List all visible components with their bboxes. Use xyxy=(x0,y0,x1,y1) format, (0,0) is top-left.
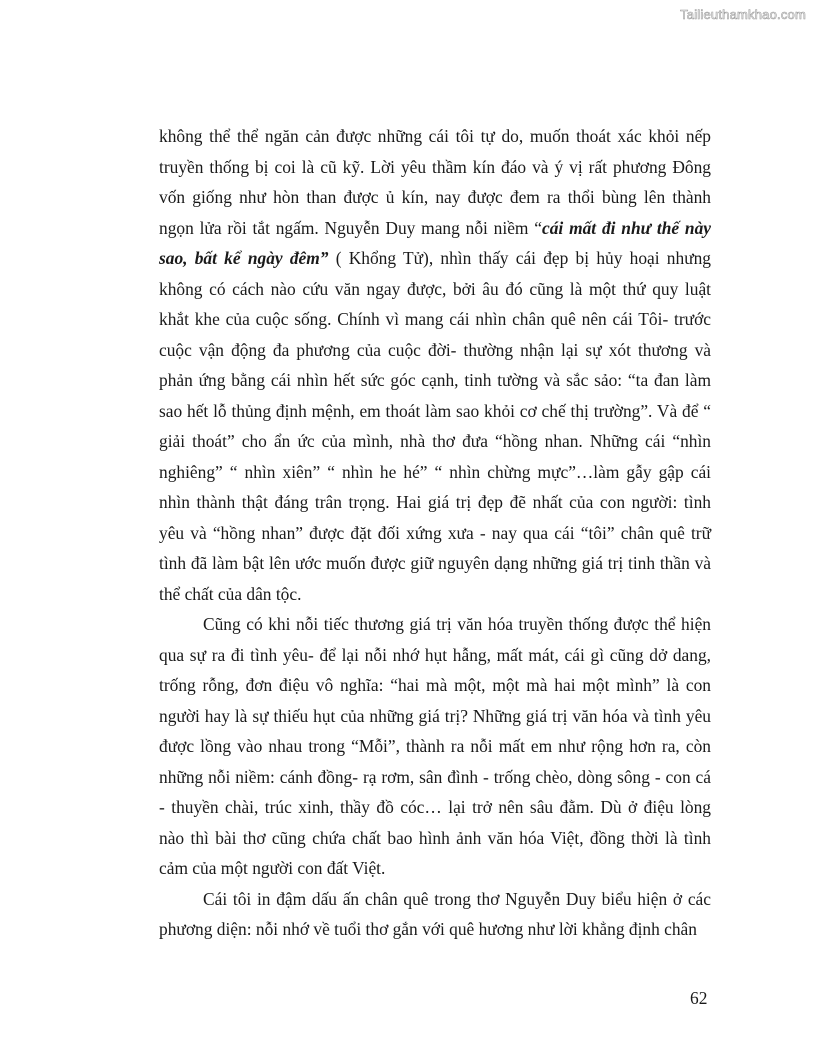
text-run: phương diện: nỗi nhớ về tuổi thơ gắn với quê hương như lời khẳng định chân xyxy=(159,919,697,939)
text-line xyxy=(159,152,711,183)
text-run: vốn giống như hòn than được ủ kín, nay được đem ra thổi bùng lên thành xyxy=(159,187,711,207)
text-run: trống rỗng, đơn điệu vô nghĩa: “hai mà một, một mà hai một mình” là con xyxy=(159,675,711,695)
page-number: 62 xyxy=(690,988,708,1008)
text-run: cảm của một người con đất Việt. xyxy=(159,858,386,878)
text-line xyxy=(159,487,711,518)
text-run: không thể thể ngăn cản được những cái tôi tự do, muốn thoát xác khỏi nếp xyxy=(159,126,711,146)
text-run: nghiêng” “ nhìn xiên” “ nhìn he hé” “ nhìn chừng mực”…làm gẫy gập cái xyxy=(159,461,711,482)
text-line xyxy=(159,182,711,213)
text-run: khắt khe của cuộc sống. Chính vì mang cái nhìn chân quê nên cái Tôi- trước xyxy=(159,309,711,329)
text-line xyxy=(159,914,711,945)
text-line xyxy=(159,823,711,854)
quote-emphasis: cái mất đi như thế này xyxy=(542,217,711,238)
text-run: thể chất của dân tộc. xyxy=(159,583,302,604)
text-line xyxy=(159,213,711,244)
text-run: yêu và “hồng nhan” được đặt đối xứng xưa - nay qua cái “tôi” chân quê trữ xyxy=(159,522,711,543)
text-line xyxy=(159,457,711,488)
text-run: ( Khổng Tử), nhìn thấy cái đẹp bị hủy hoại nhưng xyxy=(328,248,712,268)
text-run: Cũng có khi nỗi tiếc thương giá trị văn hóa truyền thống được thể hiện xyxy=(203,614,711,634)
text-run: truyền thống bị coi là cũ kỹ. Lời yêu thầm kín đáo và ý vị rất phương Đông xyxy=(159,156,711,177)
text-line xyxy=(159,243,711,274)
quote-emphasis: sao, bất kể ngày đêm” xyxy=(159,248,329,268)
text-line xyxy=(159,579,711,610)
text-line xyxy=(159,396,711,427)
text-line xyxy=(159,426,711,457)
text-line xyxy=(159,121,711,152)
text-run: phản ứng bằng cái nhìn hết sức góc cạnh, tinh tường và sắc sảo: “ta đan làm xyxy=(159,370,711,390)
text-run: nào thì bài thơ cũng chứa chất bao hình ảnh văn hóa Việt, đồng thời là tình xyxy=(159,827,711,848)
text-line xyxy=(159,670,711,701)
text-line xyxy=(159,884,711,915)
text-line xyxy=(159,762,711,793)
text-line xyxy=(159,640,711,671)
text-line xyxy=(159,365,711,396)
text-line xyxy=(159,304,711,335)
text-run: những nỗi niềm: cánh đồng- rạ rơm, sân đình - trống chèo, dòng sông - con cá xyxy=(159,766,711,787)
text-run: ngọn lửa rồi tắt ngấm. Nguyễn Duy mang nỗi niềm “ xyxy=(159,217,542,238)
text-run: cuộc vận động đa phương của cuộc đời- thường nhận lại sự xót thương và xyxy=(159,339,711,360)
text-line xyxy=(159,274,711,305)
text-run: qua sự ra đi tình yêu- để lại nỗi nhớ hụt hẫng, mất mát, cái gì cũng dở dang, xyxy=(159,644,711,665)
text-run: - thuyền chài, trúc xinh, thầy đồ cóc… lại trở nên sâu đằm. Dù ở điệu lòng xyxy=(159,797,711,817)
text-line xyxy=(159,792,711,823)
text-run: được lồng vào nhau trong “Mỗi”, thành ra nỗi mất em như rộng hơn ra, còn xyxy=(159,736,711,756)
text-run: không có cách nào cứu văn ngay được, bởi âu đó cũng là một thứ quy luật xyxy=(159,278,711,299)
text-line xyxy=(159,548,711,579)
text-line xyxy=(159,701,711,732)
text-line xyxy=(159,609,711,640)
text-run: tình đã làm bật lên ước muốn được giữ nguyên dạng những giá trị tinh thần và xyxy=(159,553,711,573)
text-run: người hay là sự thiếu hụt của những giá trị? Những giá trị văn hóa và tình yêu xyxy=(159,705,711,726)
text-line xyxy=(159,731,711,762)
body-text xyxy=(159,121,711,945)
text-run: giải thoát” cho ẩn ức của mình, nhà thơ đưa “hồng nhan. Những cái “nhìn xyxy=(159,431,711,451)
text-line xyxy=(159,335,711,366)
watermark: Tailieuthamkhao.com xyxy=(680,7,806,22)
text-line xyxy=(159,518,711,549)
text-run: Cái tôi in đậm dấu ấn chân quê trong thơ Nguyễn Duy biểu hiện ở các xyxy=(203,888,711,909)
text-run: sao hết lỗ thủng định mệnh, em thoát làm sao khỏi cơ chế thị trường”. Và để “ xyxy=(159,400,711,421)
text-line xyxy=(159,853,711,884)
text-run: nhìn thành thật đáng trân trọng. Hai giá trị đẹp đẽ nhất của con người: tình xyxy=(159,492,711,512)
